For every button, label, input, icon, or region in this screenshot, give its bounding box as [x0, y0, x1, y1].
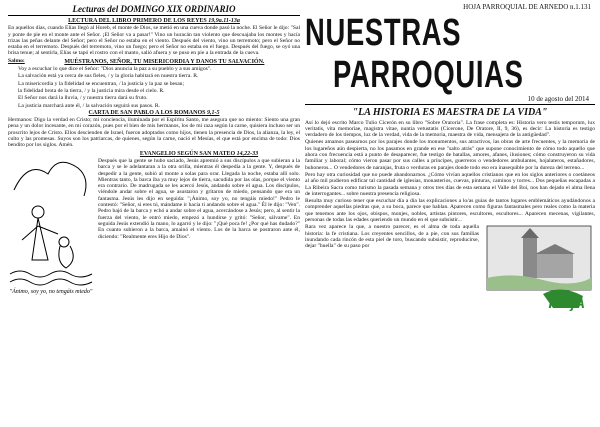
psalm-title: MUÉSTRANOS, SEÑOR, TU MISERICORDIA Y DANOS TU SALVACIÓN. — [64, 58, 265, 65]
church-photo-and-logo — [483, 224, 595, 310]
article-paragraph: Pero hay otra curiosidad que no puede abandonarnos. ¿Cómo vivían aquellos cristianos que en los siglos anteriores o coetáneos al año mil pudieron edificar tal cantidad de iglesias, monasterios, cuevas, pinturas, caminos y torres... Dos pequeñas escapadas a La Ribeira Sacra como turismo la pasada semana y otros tres días de esta semana el Valle del Boí, nos han dejado el alma llena de interrogantes... sobre nuestra presencia religiosa. — [305, 171, 595, 197]
psalm-line: Voy a escuchar lo que dice el Señor: "Dios anuncia la paz a su pueblo y a sus amigos". — [18, 66, 212, 73]
article-column — [305, 4, 595, 423]
gospel-text-block — [98, 150, 300, 300]
issue-date: 10 de agosto del 2014 — [305, 96, 595, 104]
reading2-title: CARTA DE SAN PABLO A LOS ROMANOS 9,1-5 — [88, 109, 220, 116]
jesus-walking-on-water-illustration — [8, 150, 94, 300]
psalm-line: La misericordia y la fidelidad se encuentran, / la justicia y la paz se besan; — [18, 80, 185, 87]
reading1-text: En aquellos días, cuando Elías llegó al Horeb, el monte de Dios, se metió en una cueva donde pasó la noche. El Señor le dijo: "Sal y ponte de pie en el monte ante el Señor. ¡El Señor va a pasar!" Vino un huracán tan violento que descuajaba los montes y hacía trizas las peñas delante del Señor; pero el Señor no estaba en el viento. Después del viento, vino un terremoto; pero el Señor no estaba en el terremoto. Después del terremoto, vino un fuego; pero el Señor no estaba en el fuego. Después del fuego, se oyó una brisa tenue; al sentirla, Elías se tapó el rostro con el manto, salió afuera y se puso en pie a la entrada de la cueva. — [8, 25, 300, 57]
article-bottom — [305, 224, 595, 310]
article-title: "LA HISTORIA ES MAESTRA DE LA VIDA" — [352, 106, 548, 118]
reading2-text: Hermanos: Digo la verdad en Cristo; mi conciencia, iluminada por el Espíritu Santo, me asegura que no miento: Siento una gran pena y un dolor incesante, en mi corazón, pues por el bien de mis hermanos, los de mi raza según la carne, quisiera incluso ser un proscrito lejos de Cristo. Ellos descienden de Israel, fueron adoptados como hijos, tienen la presencia de Dios, la alianza, la ley, el culto y las promesas. Suyos son los patriarcas, de quienes, según la carne, nació el Mesías, el que está por encima de todo: Dios bendito por los siglos. Amén. — [8, 117, 300, 149]
psalm-lines — [8, 66, 300, 109]
gospel-title: EVANGELIO SEGÚN SAN MATEO 14,22-33 — [139, 150, 259, 157]
readings-header: Lecturas del DOMINGO XIX ORDINARIO — [8, 4, 300, 16]
masthead-line1: NUESTRAS — [305, 12, 462, 55]
reading2-ref: 9,1-5 — [206, 109, 220, 116]
jesus-walking-on-water-image — [8, 150, 94, 300]
psalm-label: Salmo: — [8, 57, 25, 64]
psalm-line: La salvación está ya cerca de sus fieles, / y la gloria habitará en nuestra tierra. R. — [18, 73, 199, 80]
gospel-ref: 14,22-33 — [236, 150, 259, 157]
gospel-section — [8, 150, 300, 300]
reading1-ref: 19,9a.11-13a — [208, 18, 240, 24]
psalm-line: la fidelidad brota de la tierra, / y la justicia mira desde el cielo. R. — [18, 87, 165, 94]
article-paragraph: Resulta muy curioso tener que escuchar día a día las explicaciones a lo/as guías de tantos lugares emblemáticos ayudándonos a comprender aquellas piedras que, a su boca, parece que hablan. Aparecen como figuras fantasmales pero reales como la materia que tenemos ante los ojos, obispos, monjes, nobles, artistas pintores, escultores, escultores... Aparecen mecenas, vigilantes, personas de todas las edades queriendo un mundo en el que subsistir... — [305, 198, 595, 224]
article-paragraph: Así lo dejó escrito Marco Tulio Cicerón en su libro "Sobre Oratoria". La frase completa es: Historia vero testis temporum, lux veritatis, vita memoriae, magistra vitae, nuntia vetustatis (Cicerone, De Oratore, II, 9, 36), es decir: La historia es testigo verdadero de los tiempos, luz de la verdad, vida de la memoria, maestra de vida, mensajera de la antigüedad". — [305, 119, 595, 139]
masthead-line2: PARROQUIAS — [333, 54, 524, 97]
image-caption: "Ánimo, soy yo, no tengáis miedo" — [9, 288, 93, 295]
article-paragraph: Rara vez aparece la que, a nuestro parecer, es el alma de toda aquella historia: la fe cristiana. Los creyentes sencillos, de a pie, con sus familias inundando cada rincón de esta piel de toro, buscando subsistir, reproducirse, dejar "huella" de su paso por — [305, 224, 479, 250]
psalm-header — [8, 58, 300, 66]
psalm-line: La justicia marchará ante él, / la salvación seguirá sus pasos. R. — [18, 102, 160, 109]
article-paragraph: Quienes amamos pasearnos por los parajes donde los monumentos, sus atractivos, las obras de arte frecuentes, y la memoria de los lugareños aún despierta, no los pasamos en grande en ese "salto atrás" que supone conocimiento de cómo todo aquello que ahora con frecuencia está a punto de desaparecer, fue testigo de batallas, amores, afanes, ilusiones; cómo construyeron su vida familiar y laboral; cómo vieron pasar por sus calles a príncipes, guerreros o vendedores ambulantes, hojalateros, estañadores, buhoneros... O vendedores de naranjas, fruta o verduras en parajes donde todo eso era inasequible por la dureza del terreno... — [305, 139, 595, 171]
psalm-line: El Señor nos dará la lluvia, / y nuestra tierra dará su fruto. — [18, 95, 148, 102]
rioja-logo: RiojA — [548, 295, 585, 312]
readings-column — [8, 4, 300, 423]
newsletter-issue: HOJA PARROQUIAL DE ARNEDO n.1.131 — [463, 4, 591, 11]
reading1-title: LECTURA DEL LIBRO PRIMERO DE LOS REYES 19,9a.11-13a — [68, 18, 240, 24]
gospel-text: Después que la gente se hubo saciado, Jesús apremió a sus discípulos a que subieran a la barca y se le adelantaran a la otra orilla, mientras él despedía a la gente. Y, después de despedir a la gente, subió al monte a solas para orar. Llegada la noche, estaba allí solo. Mientras tanto, la barca iba ya muy lejos de tierra, sacudida por las olas, porque el viento era contrario. De madrugada se les acercó Jesús, andando sobre el agua. Los discípulos, viéndole andar sobre el agua, se asustaron y gritaron de miedo, pensando que era un fantasma. Jesús les dijo en seguida: "¡Ánimo, soy yo, no tengáis miedo!" Pedro le contestó: "Señor, si eres tú, mándame ir hacia ti andando sobre el agua." Él le dijo: "Ven". Pedro bajó de la barca y echó a andar sobre el agua, acercándose a Jesús; pero, al sentir la fuerza del viento, le entró miedo, empezó a hundirse y gritó: "Señor, sálvame". En seguida Jesús extendió la mano, lo agarró y le dijo: "¡Qué poca fe! ¿Por qué has dudado?" En cuanto subieron a la barca, amainó el viento. Los de la barca se postraron ante él, diciendo: "Realmente eres Hijo de Dios". — [98, 157, 300, 240]
